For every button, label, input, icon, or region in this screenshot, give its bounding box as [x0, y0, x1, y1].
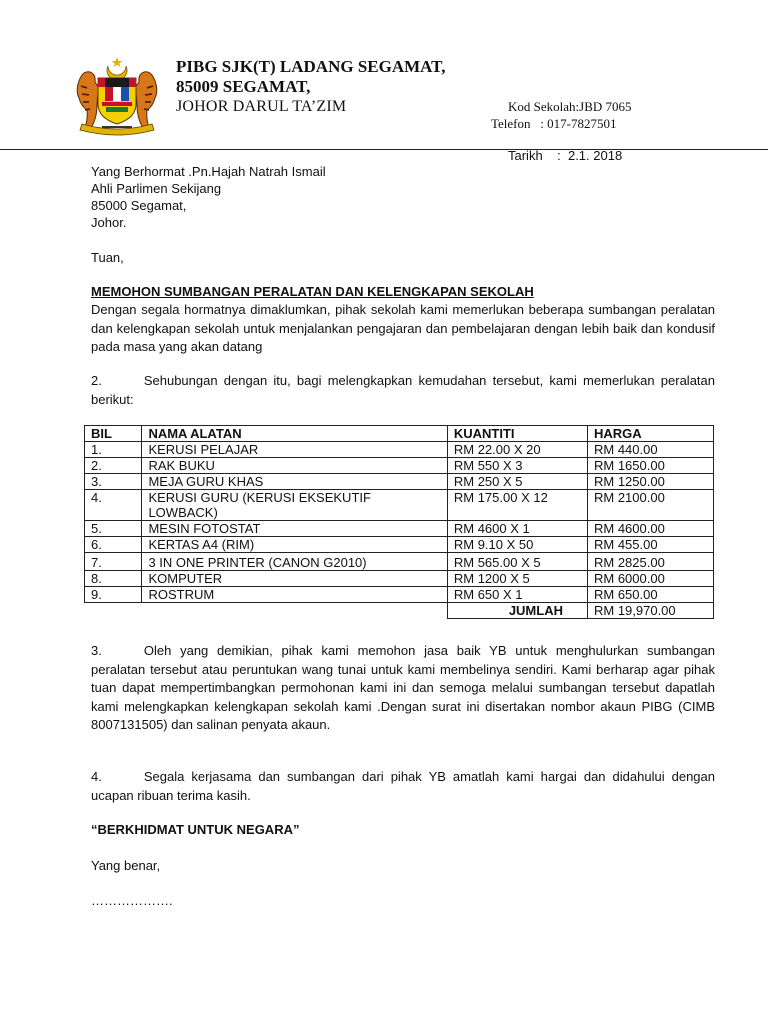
paragraph-1: Dengan segala hormatnya dimaklumkan, pihak sekolah kami memerlukan beberapa sumbangan peralatan dan kelengkapan sekolah untuk menjalankan pengajaran dan pembelajaran dengan lebih baik dan kondusif pada masa yang akan datang — [91, 302, 715, 355]
header-divider — [0, 149, 768, 150]
row-quantity: RM 250 X 5 — [447, 474, 587, 490]
coat-of-arms-logo — [72, 56, 162, 138]
row-price: RM 650.00 — [587, 587, 713, 603]
row-item: KERTAS A4 (RIM) — [142, 537, 447, 553]
table-row — [85, 474, 714, 490]
letterhead-state: JOHOR DARUL TA’ZIM — [176, 98, 347, 115]
recipient-title: Ahli Parlimen Sekijang — [91, 181, 222, 196]
table-row — [85, 553, 714, 571]
table-row — [85, 537, 714, 553]
letterhead-org-name: PIBG SJK(T) LADANG SEGAMAT, — [176, 57, 446, 76]
row-price: RM 440.00 — [587, 442, 713, 458]
school-code: Kod Sekolah:JBD 7065 — [508, 99, 632, 114]
letterhead-postcode-city: 85009 SEGAMAT, — [176, 77, 311, 96]
table-total-row — [85, 603, 714, 619]
row-quantity: RM 650 X 1 — [447, 587, 587, 603]
total-value: RM 19,970.00 — [587, 603, 713, 619]
row-bil: 5. — [85, 521, 142, 537]
table-row — [85, 442, 714, 458]
row-price: RM 1250.00 — [587, 474, 713, 490]
paragraph-3-number: 3. — [91, 643, 102, 658]
row-price: RM 4600.00 — [587, 521, 713, 537]
letter-subject: MEMOHON SUMBANGAN PERALATAN DAN KELENGKAPAN SEKOLAH — [91, 284, 534, 299]
row-bil: 2. — [85, 458, 142, 474]
row-quantity: RM 1200 X 5 — [447, 571, 587, 587]
table-row — [85, 521, 714, 537]
row-price: RM 6000.00 — [587, 571, 713, 587]
table-row — [85, 490, 714, 521]
header-harga: HARGA — [587, 426, 713, 442]
letter-date: Tarikh : 2.1. 2018 — [508, 148, 623, 163]
paragraph-4 — [91, 768, 715, 805]
paragraph-2 — [91, 372, 715, 409]
recipient-state: Johor. — [91, 215, 127, 230]
salutation: Tuan, — [91, 250, 124, 265]
table-row — [85, 571, 714, 587]
equipment-table — [84, 425, 714, 619]
paragraph-4-text: Segala kerjasama dan sumbangan dari pihak YB amatlah kami hargai dan didahului dengan ucapan ribuan terima kasih. — [91, 769, 715, 803]
row-item: MESIN FOTOSTAT — [142, 521, 447, 537]
signature-line: ………………. — [91, 893, 173, 908]
row-price: RM 2825.00 — [587, 553, 713, 571]
row-item: 3 IN ONE PRINTER (CANON G2010) — [142, 553, 447, 571]
row-item: KERUSI GURU (KERUSI EKSEKUTIF LOWBACK) — [142, 490, 447, 521]
row-quantity: RM 22.00 X 20 — [447, 442, 587, 458]
recipient-name: Yang Berhormat .Pn.Hajah Natrah Ismail — [91, 164, 326, 179]
header-bil: BIL — [85, 426, 142, 442]
row-quantity: RM 565.00 X 5 — [447, 553, 587, 571]
row-bil: 3. — [85, 474, 142, 490]
row-item: ROSTRUM — [142, 587, 447, 603]
row-item: KOMPUTER — [142, 571, 447, 587]
paragraph-3-text: Oleh yang demikian, pihak kami memohon jasa baik YB untuk menghulurkan sumbangan peralatan tersebut atau peruntukan wang tunai untuk kami membelinya sendiri. Kami berharap agar pihak tuan dapat mempertimbangkan permohonan kami ini dan semoga melalui sumbangan tersebut dapatlah kami melengkapkan kelengkapan sekolah kami .Dengan surat ini disertakan nombor akaun PIBG (CIMB 8007131505) dan salinan penyata akaun. — [91, 643, 715, 733]
paragraph-3 — [91, 642, 715, 735]
row-quantity: RM 9.10 X 50 — [447, 537, 587, 553]
row-item: KERUSI PELAJAR — [142, 442, 447, 458]
header-kuantiti: KUANTITI — [447, 426, 587, 442]
table-row — [85, 587, 714, 603]
row-price: RM 455.00 — [587, 537, 713, 553]
row-bil: 8. — [85, 571, 142, 587]
recipient-city: 85000 Segamat, — [91, 198, 187, 213]
paragraph-2-text: Sehubungan dengan itu, bagi melengkapkan kemudahan tersebut, kami memerlukan peralatan berikut: — [91, 373, 715, 407]
motto: “BERKHIDMAT UNTUK NEGARA” — [91, 822, 300, 837]
row-bil: 1. — [85, 442, 142, 458]
row-quantity: RM 175.00 X 12 — [447, 490, 587, 521]
closing: Yang benar, — [91, 858, 161, 873]
telephone: Telefon : 017-7827501 — [491, 116, 617, 131]
row-item: MEJA GURU KHAS — [142, 474, 447, 490]
row-price: RM 1650.00 — [587, 458, 713, 474]
row-quantity: RM 550 X 3 — [447, 458, 587, 474]
table-header-row — [85, 426, 714, 442]
total-blank-cell — [85, 603, 448, 619]
paragraph-2-number: 2. — [91, 373, 102, 388]
total-label: JUMLAH — [447, 603, 587, 619]
row-price: RM 2100.00 — [587, 490, 713, 521]
row-bil: 4. — [85, 490, 142, 521]
paragraph-4-number: 4. — [91, 769, 102, 784]
row-bil: 9. — [85, 587, 142, 603]
row-quantity: RM 4600 X 1 — [447, 521, 587, 537]
table-row — [85, 458, 714, 474]
row-bil: 6. — [85, 537, 142, 553]
header-nama-alatan: NAMA ALATAN — [142, 426, 447, 442]
row-item: RAK BUKU — [142, 458, 447, 474]
row-bil: 7. — [85, 553, 142, 571]
